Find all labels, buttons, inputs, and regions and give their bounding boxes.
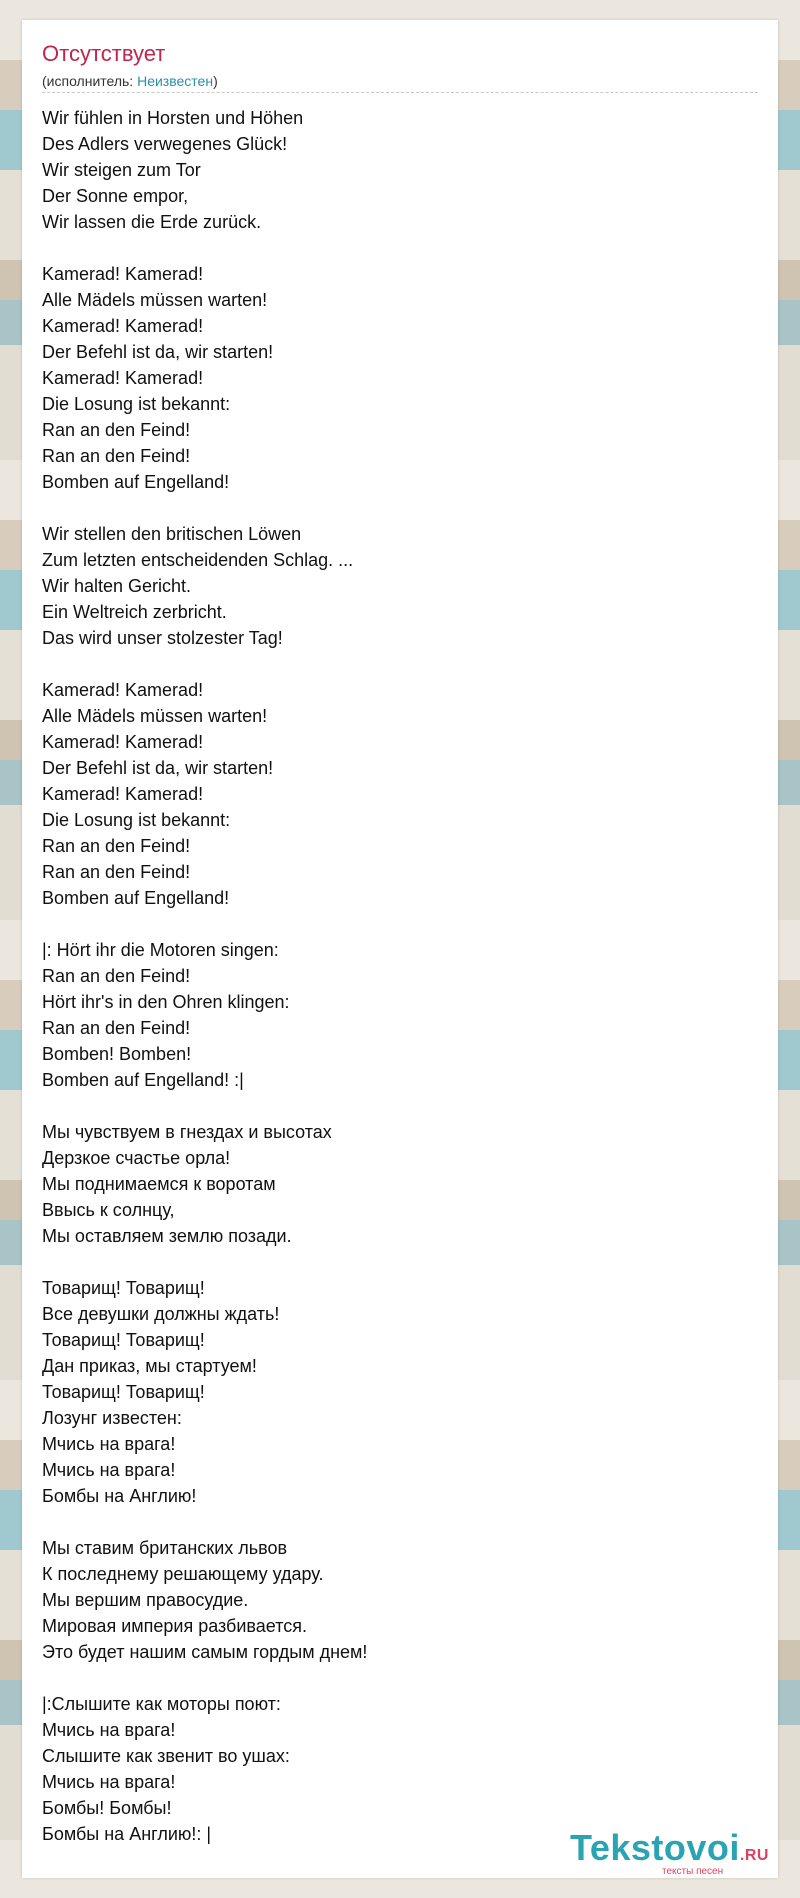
lyric-line: Мы оставляем землю позади. — [42, 1226, 292, 1246]
lyric-line: Bomben auf Engelland! :| — [42, 1070, 244, 1090]
stanza-gap — [42, 651, 742, 677]
lyric-line: Мчись на врага! — [42, 1772, 176, 1792]
artist-suffix: ) — [213, 73, 218, 89]
stanza-gap — [42, 1509, 742, 1535]
site-logo[interactable] — [570, 1827, 770, 1877]
lyric-line: Die Losung ist bekannt: — [42, 810, 231, 830]
lyric-line: Kamerad! Kamerad! — [42, 732, 204, 752]
stanza-gap — [42, 495, 742, 521]
lyric-line: Wir lassen die Erde zurück. — [42, 212, 262, 232]
lyric-line: Бомбы на Англию!: | — [42, 1824, 212, 1844]
logo-tld: .RU — [739, 1847, 769, 1864]
lyric-line: Мировая империя разбивается. — [42, 1616, 307, 1636]
stanza-gap — [42, 235, 742, 261]
stanza-gap — [42, 1665, 742, 1691]
lyric-line: Wir halten Gericht. — [42, 576, 192, 596]
lyric-line: К последнему решающему удару. — [42, 1564, 324, 1584]
lyrics-body — [42, 105, 742, 1847]
lyric-line: |:Слышите как моторы поют: — [42, 1694, 281, 1714]
lyric-line: Kamerad! Kamerad! — [42, 368, 204, 388]
lyric-line: Мы вершим правосудие. — [42, 1590, 249, 1610]
lyric-line: Das wird unser stolzester Tag! — [42, 628, 283, 648]
lyric-line: Der Sonne empor, — [42, 186, 189, 206]
lyric-line: Kamerad! Kamerad! — [42, 264, 204, 284]
lyric-line: Ein Weltreich zerbricht. — [42, 602, 227, 622]
lyric-line: Ввысь к солнцу, — [42, 1200, 175, 1220]
lyric-line: Товарищ! Товарищ! — [42, 1330, 205, 1350]
lyric-line: Kamerad! Kamerad! — [42, 316, 204, 336]
artist-link[interactable]: Неизвестен — [137, 73, 214, 89]
lyric-line: Der Befehl ist da, wir starten! — [42, 342, 274, 362]
lyric-line: Ran an den Feind! — [42, 836, 191, 856]
lyric-line: Мчись на врага! — [42, 1720, 176, 1740]
stanza-gap — [42, 1093, 742, 1119]
song-title: Отсутствует — [42, 41, 166, 66]
lyric-line: Мчись на врага! — [42, 1434, 176, 1454]
lyric-line: Alle Mädels müssen warten! — [42, 290, 268, 310]
lyric-line: Все девушки должны ждать! — [42, 1304, 280, 1324]
stanza-gap — [42, 1249, 742, 1275]
lyric-line: Бомбы на Англию! — [42, 1486, 197, 1506]
lyric-line: Мчись на врага! — [42, 1460, 176, 1480]
lyric-line: Alle Mädels müssen warten! — [42, 706, 268, 726]
lyrics-card — [22, 20, 778, 1878]
artist-line — [42, 72, 218, 90]
lyric-line: Товарищ! Товарищ! — [42, 1382, 205, 1402]
lyric-line: Товарищ! Товарищ! — [42, 1278, 205, 1298]
lyric-line: Die Losung ist bekannt: — [42, 394, 231, 414]
lyric-line: Ran an den Feind! — [42, 1018, 191, 1038]
lyric-line: Ran an den Feind! — [42, 420, 191, 440]
lyric-line: Des Adlers verwegenes Glück! — [42, 134, 288, 154]
logo-main-text: Tekstovoi — [570, 1827, 740, 1868]
lyric-line: Der Befehl ist da, wir starten! — [42, 758, 274, 778]
lyric-line: Wir steigen zum Tor — [42, 160, 201, 180]
lyric-line: Слышите как звенит во ушах: — [42, 1746, 290, 1766]
lyric-line: |: Hört ihr die Motoren singen: — [42, 940, 279, 960]
lyric-line: Bomben auf Engelland! — [42, 472, 230, 492]
lyric-line: Дан приказ, мы стартуем! — [42, 1356, 257, 1376]
lyric-line: Лозунг известен: — [42, 1408, 182, 1428]
lyric-line: Бомбы! Бомбы! — [42, 1798, 172, 1818]
lyric-line: Мы ставим британских львов — [42, 1538, 288, 1558]
title-divider — [42, 92, 758, 93]
lyric-line: Ran an den Feind! — [42, 446, 191, 466]
lyric-line: Ran an den Feind! — [42, 862, 191, 882]
lyric-line: Мы поднимаемся к воротам — [42, 1174, 276, 1194]
lyric-line: Bomben! Bomben! — [42, 1044, 192, 1064]
stanza-gap — [42, 911, 742, 937]
lyric-line: Hört ihr's in den Ohren klingen: — [42, 992, 290, 1012]
logo-tagline: тексты песен — [662, 1866, 724, 1877]
lyric-line: Это будет нашим самым гордым днем! — [42, 1642, 368, 1662]
lyric-line: Мы чувствуем в гнездах и высотах — [42, 1122, 332, 1142]
lyric-line: Zum letzten entscheidenden Schlag. ... — [42, 550, 354, 570]
lyric-line: Wir stellen den britischen Löwen — [42, 524, 302, 544]
lyric-line: Kamerad! Kamerad! — [42, 680, 204, 700]
lyric-line: Ran an den Feind! — [42, 966, 191, 986]
lyric-line: Wir fühlen in Horsten und Höhen — [42, 108, 304, 128]
lyric-line: Kamerad! Kamerad! — [42, 784, 204, 804]
lyric-line: Дерзкое счастье орла! — [42, 1148, 231, 1168]
lyric-line: Bomben auf Engelland! — [42, 888, 230, 908]
artist-prefix: (исполнитель: — [42, 73, 138, 89]
